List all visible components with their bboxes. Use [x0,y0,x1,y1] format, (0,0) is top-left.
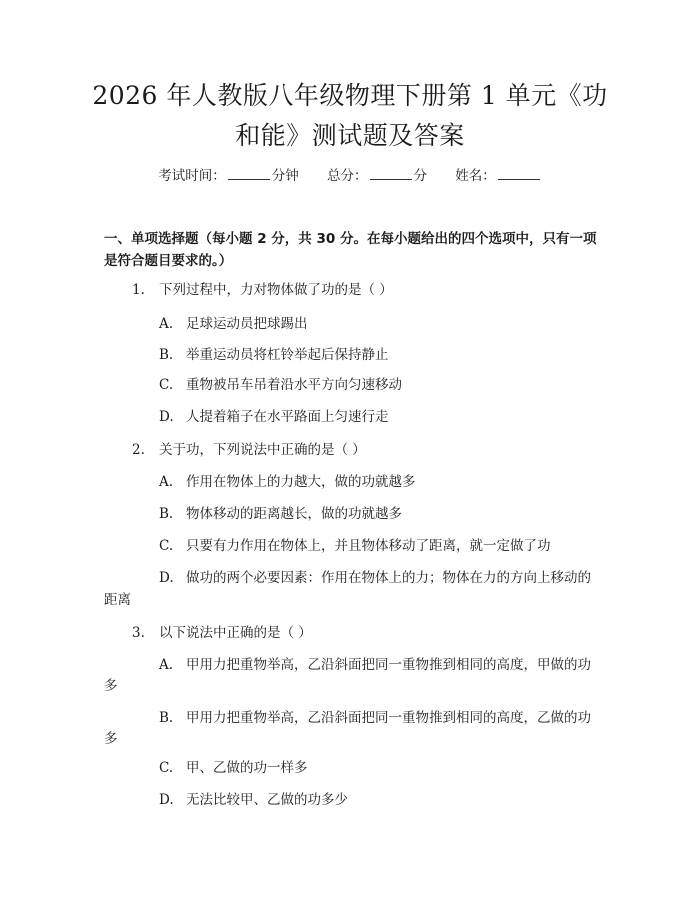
option-text: 重物被吊车吊着沿水平方向匀速移动 [186,377,402,393]
question-3-text: 以下说法中正确的是（ ） [159,625,312,641]
student-name-blank [498,167,540,180]
option-label: B. [159,710,174,726]
option-label: D. [159,409,174,425]
exam-time-unit: 分钟 [271,168,299,184]
option-text: 物体移动的距离越长，做的功就越多 [186,506,402,522]
total-score [327,166,427,186]
question-2-text: 关于功，下列说法中正确的是（ ） [159,442,366,458]
option-label: D. [159,792,174,808]
option-label: B. [159,506,174,522]
title-line-1: 2026 年人教版八年级物理下册第 1 单元《功 [92,81,608,110]
option-text: 人提着箱子在水平路面上匀速行走 [186,409,389,425]
total-score-unit: 分 [413,168,427,184]
question-number: 2. [132,442,145,458]
option-label: B. [159,347,174,363]
option-text-continued: 多 [104,678,118,694]
option-text: 甲用力把重物举高，乙沿斜面把同一重物推到相同的高度，甲做的功 [186,657,591,673]
option-label: C. [159,377,174,393]
option-label: D. [159,570,174,586]
option-label: A. [159,316,174,332]
option-text: 无法比较甲、乙做的功多少 [186,792,348,808]
option-label: C. [159,760,174,776]
option-label: A. [159,657,174,673]
option-text: 只要有力作用在物体上，并且物体移动了距离，就一定做了功 [186,538,551,554]
option-text: 举重运动员将杠铃举起后保持静止 [186,347,389,363]
question-number: 1. [132,282,145,298]
option-text: 甲、乙做的功一样多 [186,760,308,776]
document-title [80,76,620,156]
section-heading-line-2: 是符合题目要求的。） [104,253,233,269]
exam-time-blank [228,167,270,180]
question-1 [132,279,145,301]
total-score-blank [370,167,412,180]
option-text: 做功的两个必要因素：作用在物体上的力；物体在力的方向上移动的 [186,570,591,586]
title-line-2: 和能》测试题及答案 [235,121,465,150]
option-text: 作用在物体上的力越大，做的功就越多 [186,474,416,490]
option-text-continued: 距离 [104,592,131,608]
student-name [455,166,542,186]
section-heading [104,228,600,272]
option-text-continued: 多 [104,731,118,747]
total-score-label: 总分： [327,168,368,184]
question-1-text: 下列过程中，力对物体做了功的是（ ） [159,282,393,298]
exam-time-label: 考试时间： [158,168,226,184]
exam-time [158,166,299,186]
section-heading-line-1: 一、单项选择题（每小题 2 分，共 30 分。在每小题给出的四个选项中，只有一项 [104,231,597,247]
option-label: C. [159,538,174,554]
option-label: A. [159,474,174,490]
option-text: 足球运动员把球踢出 [186,316,308,332]
exam-info [0,166,700,186]
student-name-label: 姓名： [455,168,496,184]
option-text: 甲用力把重物举高，乙沿斜面把同一重物推到相同的高度，乙做的功 [186,710,591,726]
question-number: 3. [132,625,145,641]
